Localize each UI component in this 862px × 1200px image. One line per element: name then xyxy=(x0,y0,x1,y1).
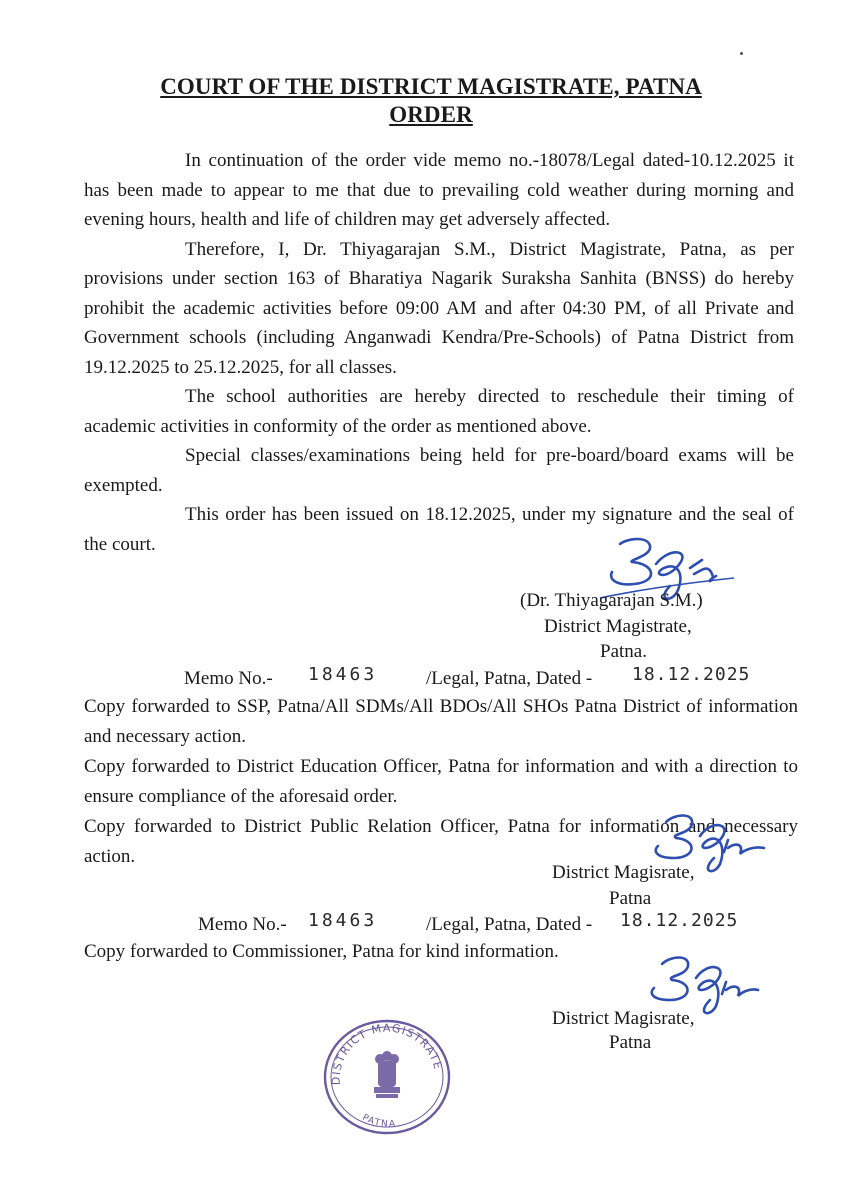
copy-education-officer: Copy forwarded to District Education Officer, Patna for information and with a direction to ensure compliance of the aforesaid order. xyxy=(84,756,798,807)
seal-bottom-text: PATNA xyxy=(360,1112,397,1130)
memo2-middle: /Legal, Patna, Dated - xyxy=(426,914,593,935)
memo1-sign-designation: District Magisrate, xyxy=(552,862,695,883)
memo2-sign-place: Patna xyxy=(609,1032,652,1053)
memo1-sign-place: Patna xyxy=(609,888,652,909)
seal-top-text: DISTRICT MAGISTRATE xyxy=(329,1021,445,1086)
signatory-designation: District Magistrate, xyxy=(544,616,692,637)
memo2-copy: Copy forwarded to Commissioner, Patna for kind information. xyxy=(84,941,559,962)
copy-public-relation: Copy forwarded to District Public Relation Officer, Patna for information and necessary action. xyxy=(84,816,798,867)
paragraph-continuation: In continuation of the order vide memo no.-18078/Legal dated-10.12.2025 it has been made to appear to me that due to prevailing cold weather during morning and evening hours, health and life of children may get adversely affected. xyxy=(84,150,794,230)
court-heading: COURT OF THE DISTRICT MAGISTRATE, PATNA xyxy=(160,74,702,99)
order-heading: ORDER xyxy=(389,102,473,127)
memo2-number: 18463 xyxy=(308,910,378,931)
memo1-prefix: Memo No.- xyxy=(184,668,273,689)
paragraph-prohibition: Therefore, I, Dr. Thiyagarajan S.M., District Magistrate, Patna, as per provisions under section 163 of Bharatiya Nagarik Suraksha Sanhita (BNSS) do hereby prohibit the academic activities before 09:00 AM and after 04:30 PM, of all Private and Government schools (including Anganwadi Kendra/Pre-Schools) of Patna District from 19.12.2025 to 25.12.2025, for all classes. xyxy=(84,238,794,378)
paragraph-reschedule: The school authorities are hereby directed to reschedule their timing of academic activities in conformity of the order as mentioned above. xyxy=(84,386,794,437)
memo2-prefix: Memo No.- xyxy=(198,914,287,935)
memo1-number: 18463 xyxy=(308,664,378,685)
copy-ssp: Copy forwarded to SSP, Patna/All SDMs/All BDOs/All SHOs Patna District of information and necessary action. xyxy=(84,696,798,747)
speck-mark xyxy=(740,52,743,55)
memo2-date: 18.12.2025 xyxy=(620,910,739,931)
memo1-middle: /Legal, Patna, Dated - xyxy=(426,668,593,689)
emblem-icon xyxy=(374,1051,400,1098)
signatory-place: Patna. xyxy=(600,641,647,662)
memo2-sign-designation: District Magisrate, xyxy=(552,1008,695,1029)
paragraph-issued: This order has been issued on 18.12.2025, under my signature and the seal of the court. xyxy=(84,504,794,555)
signatory-name: (Dr. Thiyagarajan S.M.) xyxy=(520,590,703,611)
memo1-date: 18.12.2025 xyxy=(632,664,751,685)
order-body xyxy=(84,146,794,559)
svg-text:PATNA xyxy=(360,1113,396,1130)
court-seal xyxy=(318,1015,456,1137)
paragraph-exemption: Special classes/examinations being held for pre-board/board exams will be exempted. xyxy=(84,445,794,496)
